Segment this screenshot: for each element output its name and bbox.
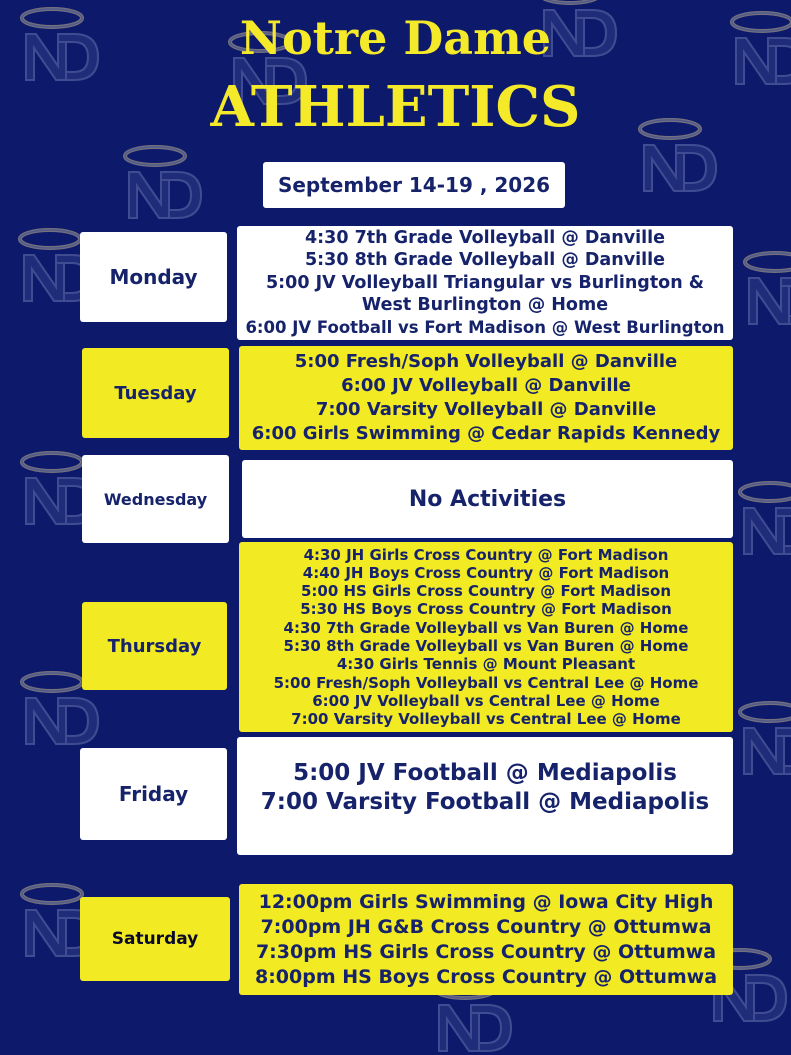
event-line: 4:30 7th Grade Volleyball vs Van Buren @ Home: [283, 618, 689, 637]
day-label-saturday: [80, 897, 230, 981]
day-label-friday: [80, 748, 227, 840]
day-name: Monday: [109, 265, 198, 289]
events-thursday: [239, 542, 733, 732]
event-line: 5:00 JV Volleyball Triangular vs Burlington &: [265, 272, 705, 293]
nd-logo-icon: [115, 142, 205, 222]
event-line: 5:30 8th Grade Volleyball vs Van Buren @ Home: [283, 637, 689, 655]
event-line: 5:00 Fresh/Soph Volleyball @ Danville: [294, 351, 678, 372]
event-line: 6:00 JV Volleyball @ Danville: [341, 375, 631, 396]
event-line: 5:00 JV Football @ Mediapolis: [293, 760, 677, 786]
day-name: Saturday: [111, 929, 199, 949]
day-label-wednesday: [82, 455, 229, 543]
day-label-tuesday: [82, 348, 229, 438]
day-name: Wednesday: [103, 489, 208, 509]
event-line: 7:00 Varsity Volleyball @ Danville: [315, 399, 657, 420]
event-line: 6:00 JV Football vs Fort Madison @ West Burlington: [245, 317, 725, 337]
events-tuesday: [239, 346, 733, 450]
event-line: 4:30 Girls Tennis @ Mount Pleasant: [336, 655, 636, 674]
event-line: 8:00pm HS Boys Cross Country @ Ottumwa: [254, 965, 718, 988]
day-name: Tuesday: [114, 382, 197, 404]
event-line: 7:00 Varsity Football @ Mediapolis: [260, 789, 710, 815]
event-line: 7:30pm HS Girls Cross Country @ Ottumwa: [255, 940, 717, 963]
events-wednesday: [242, 460, 733, 538]
event-line: 4:40 JH Boys Cross Country @ Fort Madison: [302, 563, 670, 582]
event-line: 6:00 Girls Swimming @ Cedar Rapids Kennedy: [251, 423, 721, 444]
event-line: 7:00pm JH G&B Cross Country @ Ottumwa: [260, 915, 712, 938]
events-saturday: [239, 884, 733, 995]
nd-logo-icon: [735, 248, 791, 328]
event-line: 4:30 7th Grade Volleyball @ Danville: [305, 227, 665, 248]
day-name: Friday: [118, 782, 189, 806]
event-line: West Burlington @ Home: [361, 295, 609, 316]
event-line: 5:30 HS Boys Cross Country @ Fort Madison: [300, 600, 672, 619]
event-line: 6:00 JV Volleyball vs Central Lee @ Home: [312, 691, 660, 710]
event-line: 4:30 JH Girls Cross Country @ Fort Madison: [303, 545, 669, 564]
day-label-monday: [80, 232, 227, 322]
day-name: Thursday: [107, 635, 202, 657]
events-monday: [237, 226, 733, 340]
event-line: 5:00 Fresh/Soph Volleyball vs Central Lee @ Home: [273, 673, 699, 692]
event-line: 7:00 Varsity Volleyball vs Central Lee @ Home: [291, 710, 681, 729]
date-range: September 14-19 , 2026: [277, 173, 551, 197]
event-line: 12:00pm Girls Swimming @ Iowa City High: [258, 890, 714, 913]
nd-logo-icon: [730, 698, 791, 778]
event-line: No Activities: [408, 486, 567, 512]
events-friday: [237, 737, 733, 855]
nd-logo-icon: [730, 478, 791, 558]
title-line-1: Notre Dame: [239, 11, 552, 65]
date-range-box: [263, 162, 565, 208]
event-line: 5:00 HS Girls Cross Country @ Fort Madison: [300, 582, 672, 601]
event-line: 5:30 8th Grade Volleyball @ Danville: [305, 250, 665, 271]
day-label-thursday: [82, 602, 227, 690]
title-line-2: ATHLETICS: [210, 74, 581, 140]
